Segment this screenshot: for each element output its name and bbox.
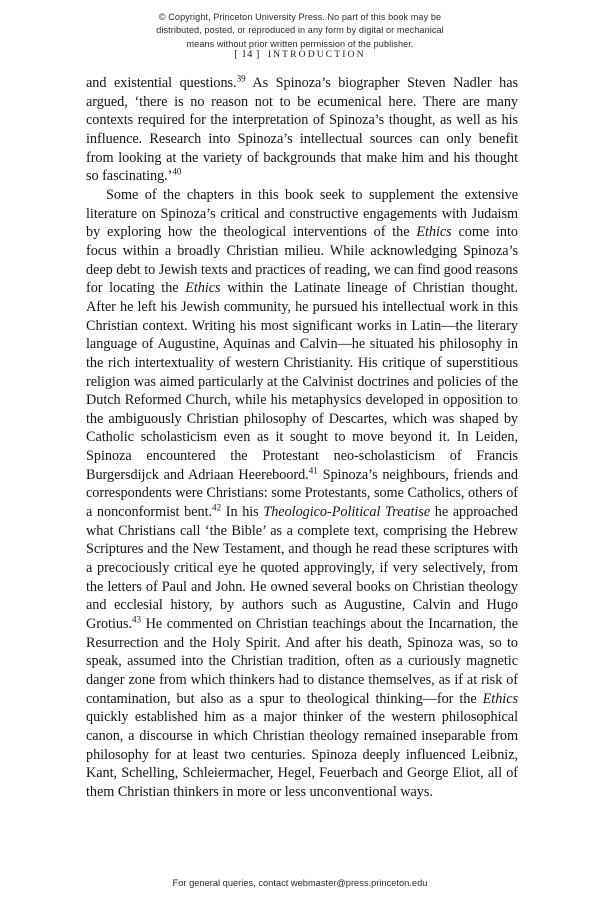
footer-text: For general queries, contact webmaster@press.princeton.edu: [172, 878, 428, 888]
italic-title: Ethics: [185, 280, 221, 297]
text-run: Spinoza’s neighbours, friends and correspondents were Christians: some Protestants, some Catholics, others of a nonconformist bent.: [86, 466, 518, 521]
page-folio: [ 14 ]: [234, 49, 260, 60]
copyright-line-1: © Copyright, Princeton University Press. No part of this book may be: [158, 12, 442, 22]
italic-title: Theologico-Political Treatise: [263, 504, 431, 521]
text-run: As Spinoza’s biographer Steven Nadler has argued, ‘there is no reason not to be ecumenical here. There are many contexts required for the interpretation of Spinoza’s thought, as well as his influence. Research into Spinoza’s intellectual sources can only benefit from looking at the variety of backgrounds that make him and his thought so fascinating.’: [86, 75, 518, 185]
text-run: within the Latinate lineage of Christian thought. After he left his Jewish community, he pursued his intellectual work in this Christian context. Writing his most significant works in Latin—the literary language of Augustine, Aquinas and Calvin—he situated his philosophy in the rich intertextuality of western Christianity. His critique of superstitious religion was aimed particularly at the Calvinist doctrines and policies of the Dutch Reformed Church, while his metaphysics developed in opposition to the ambiguously Christian philosophy of Descartes, which was shaped by Catholic scholasticism even as it sought to move beyond it. In Leiden, Spinoza encountered the Protestant neo-scholasticism of Francis Burgersdijck and Adriaan Heereboord.: [86, 280, 518, 483]
text-run: He commented on Christian teachings about the Incarnation, the Resurrection and the Holy Spirit. And after his death, Spinoza was, so to speak, assumed into the Christian tradition, often as a curiously magnetic danger zone from which thinkers had to distance themselves, as if at risk of contamination, but also as a spur to theological thinking—for the: [86, 616, 518, 707]
page-footer: [0, 878, 600, 888]
footnote-reference: 40: [172, 166, 182, 177]
copyright-line-2: distributed, posted, or reproduced in any form by digital or mechanical: [156, 25, 444, 36]
footnote-reference: 41: [308, 465, 318, 476]
running-head: [0, 49, 600, 60]
text-run: he approached what Christians call ‘the Bible’ as a complete text, comprising the Hebrew Scriptures and the New Testament, and though he read these scriptures with a precociously critical eye he quoted approvingly, if very selectively, from the letters of Paul and John. He owned several books on Christian theology and ecclesial history, by authors such as Augustine, Calvin and Hugo Grotius.: [86, 504, 518, 633]
chapter-title: INTRODUCTION: [267, 49, 366, 60]
footnote-reference: 39: [236, 73, 246, 84]
italic-title: Ethics: [416, 224, 452, 241]
text-run: and existential questions.: [86, 75, 237, 91]
paragraph: [86, 74, 518, 186]
copyright-notice: [0, 11, 600, 51]
text-run: In his: [221, 504, 264, 521]
text-run: come into focus within a broadly Christian milieu. While acknowledging Spinoza’s deep debt to Jewish texts and practices of reading, we can find good reasons for locating the: [86, 224, 518, 297]
footnote-reference: 43: [131, 614, 142, 625]
text-run: quickly established him as a major thinker of the western philosophical canon, a discourse in which Christian theology remained inseparable from philosophy for at least two centuries. Spinoza deeply influenced Leibniz, Kant, Schelling, Schleiermacher, Hegel, Feuerbach and George Eliot, all of them Christian thinkers in more or less unconventional ways.: [86, 709, 518, 800]
body-text-block: [86, 74, 518, 802]
paragraph: [86, 186, 518, 802]
footnote-reference: 42: [212, 502, 222, 513]
copyright-line-3: means without prior written permission of the publisher.: [186, 38, 414, 49]
text-run: Some of the chapters in this book seek to supplement the extensive literature on Spinoza’s critical and constructive engagements with Judaism by exploring how the theological interventions of the: [86, 186, 518, 241]
italic-title: Ethics: [482, 690, 518, 707]
